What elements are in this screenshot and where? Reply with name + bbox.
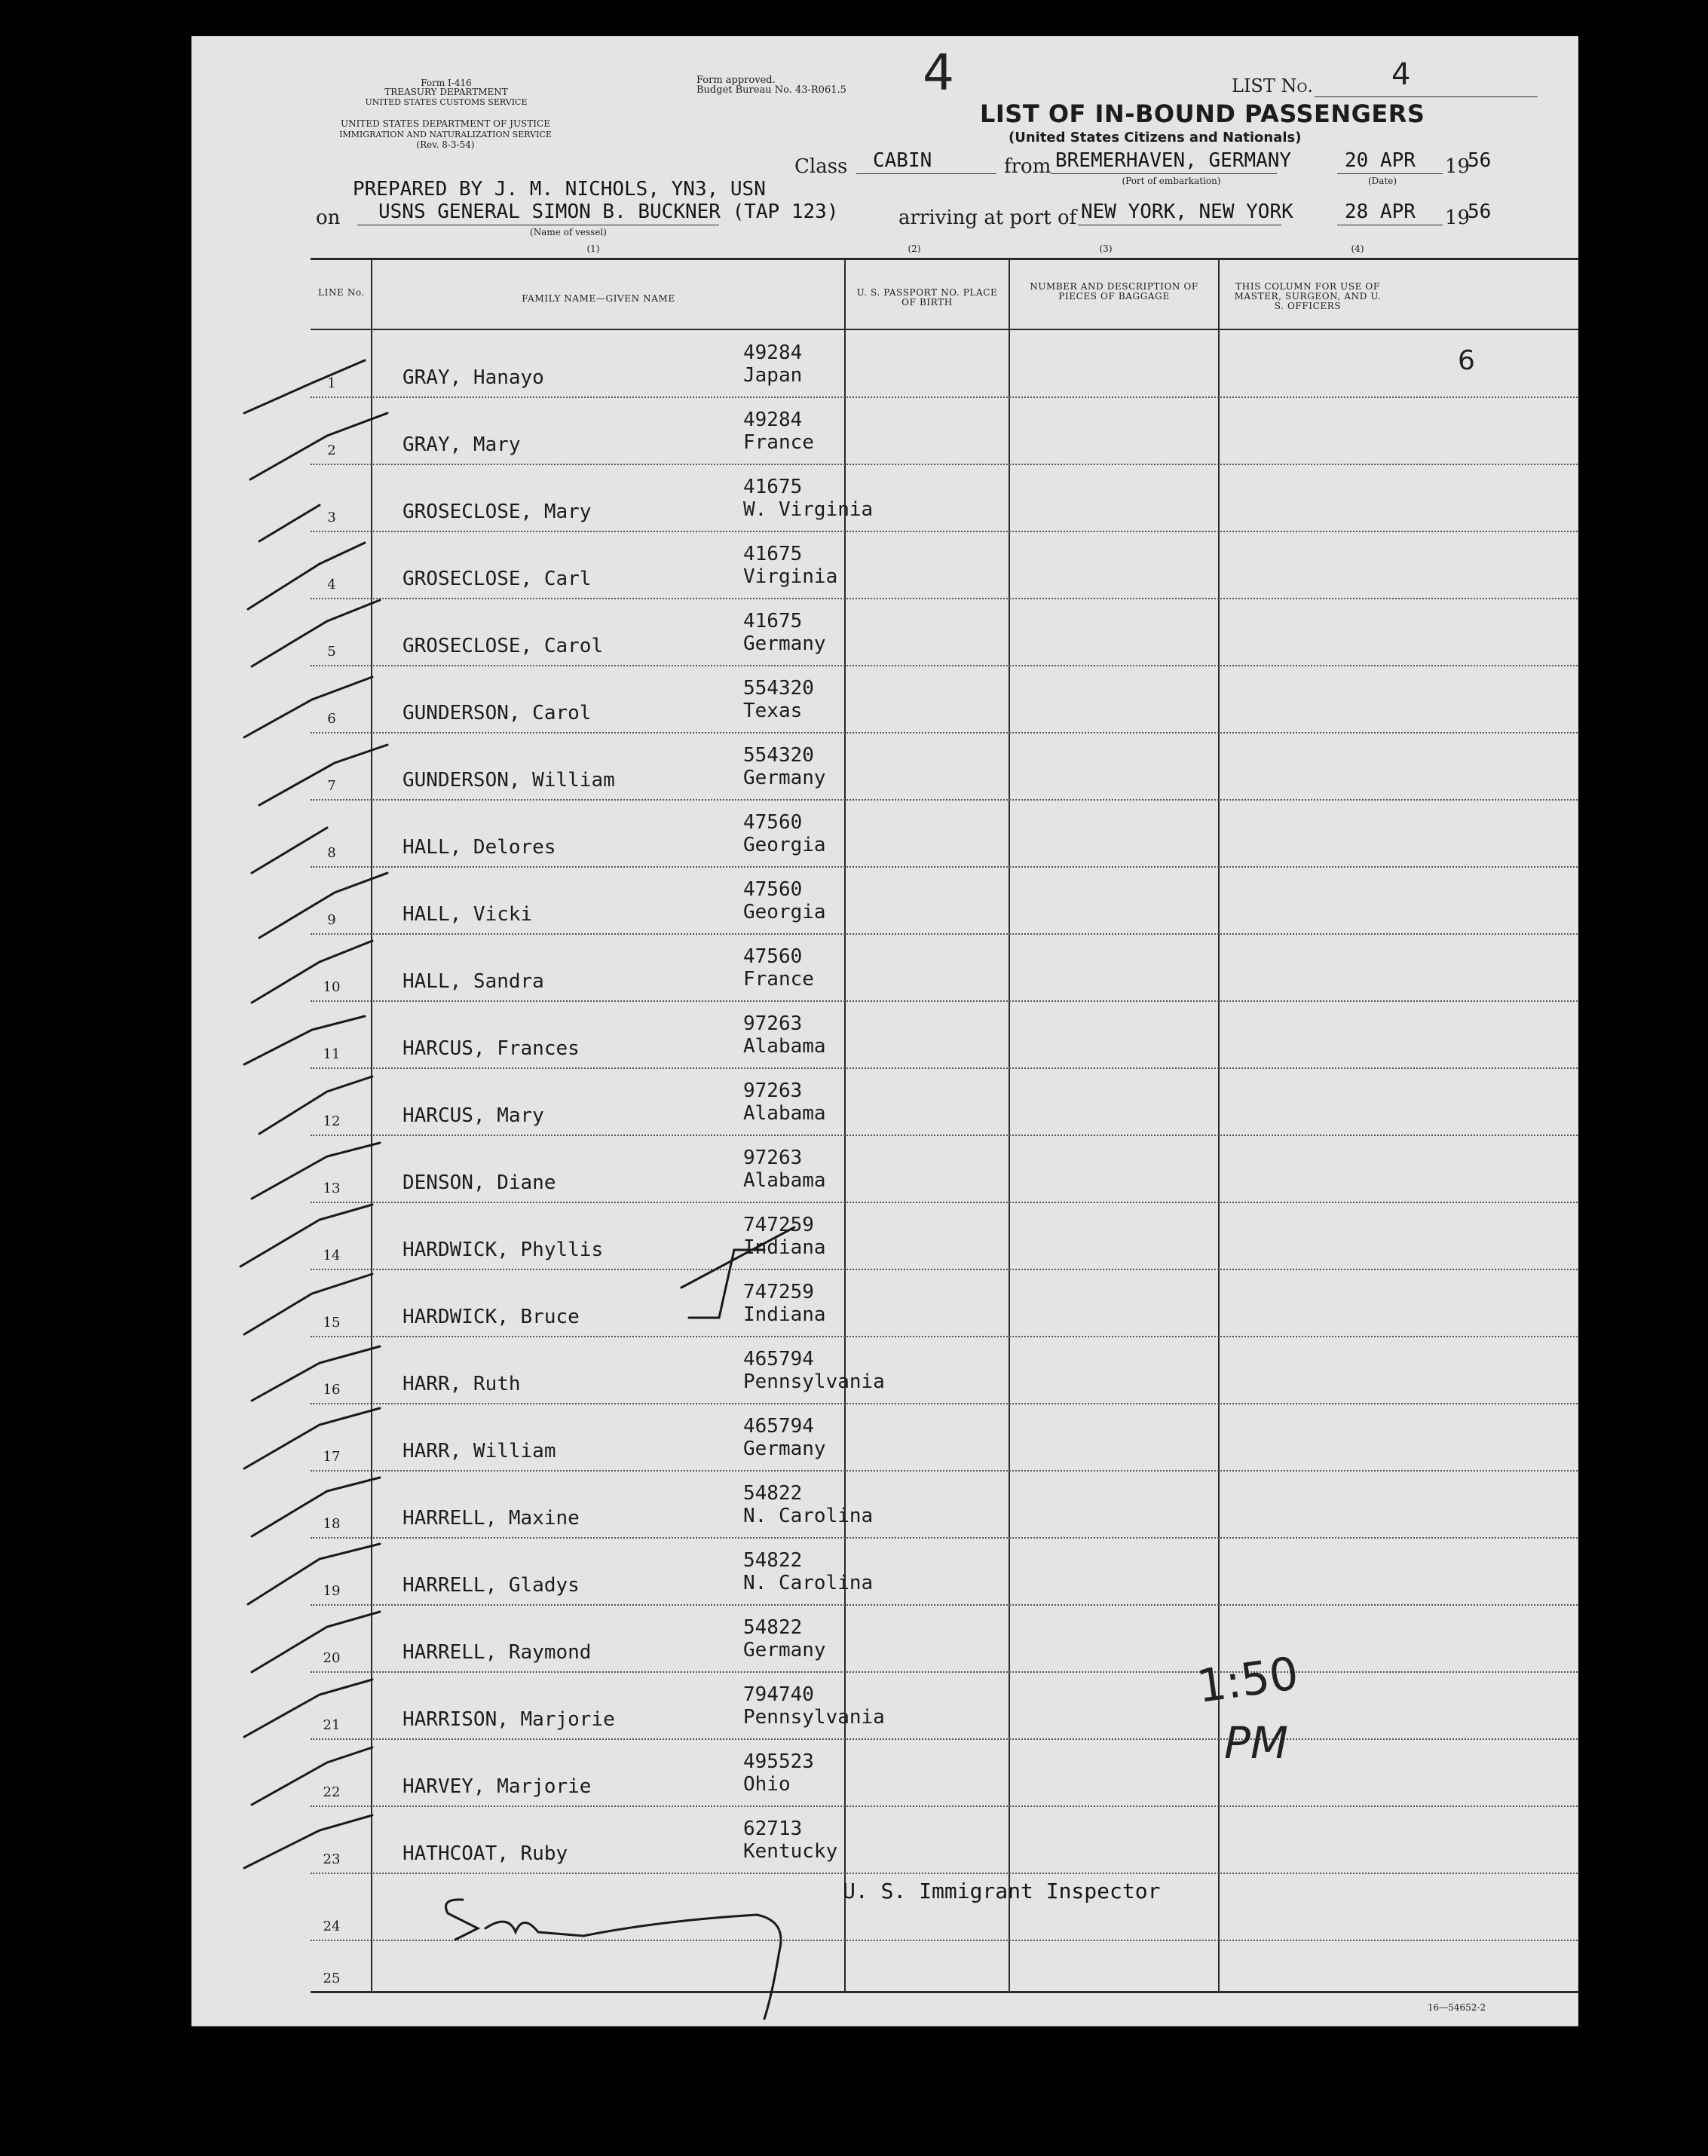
check-mark bbox=[244, 1016, 365, 1064]
check-mark bbox=[259, 505, 320, 541]
passenger-name: HARRISON, Marjorie bbox=[403, 1708, 615, 1731]
column-header-name: FAMILY NAME—GIVEN NAME bbox=[522, 293, 675, 304]
column-header-line-no: LINE No. bbox=[318, 287, 365, 298]
passenger-name: HARDWICK, Phyllis bbox=[403, 1239, 604, 1261]
place-of-birth: Germany bbox=[743, 1639, 826, 1661]
passport-number: 54822 bbox=[743, 1616, 803, 1639]
immigrant-inspector-line: U. S. Immigrant Inspector bbox=[843, 1879, 1161, 1903]
line-number: 20 bbox=[323, 1650, 341, 1666]
place-of-birth: Virginia bbox=[743, 565, 838, 588]
passenger-name: HALL, Delores bbox=[403, 836, 556, 859]
ins-service: IMMIGRATION AND NATURALIZATION SERVICE bbox=[339, 130, 552, 139]
line-number: 6 bbox=[327, 711, 336, 727]
line-number: 14 bbox=[323, 1248, 341, 1263]
check-mark bbox=[252, 1346, 380, 1401]
departure-date: 20 APR bbox=[1345, 149, 1416, 172]
form-subtitle: (United States Citizens and Nationals) bbox=[1009, 130, 1302, 145]
check-mark bbox=[252, 1143, 380, 1199]
arrival-year-suffix: 56 bbox=[1468, 201, 1492, 223]
place-of-birth: Germany bbox=[743, 767, 826, 789]
place-of-birth: Texas bbox=[743, 700, 803, 722]
place-of-birth: W. Virginia bbox=[743, 498, 874, 521]
place-of-birth: Alabama bbox=[743, 1102, 826, 1125]
check-mark bbox=[250, 413, 387, 479]
check-mark bbox=[252, 1747, 372, 1805]
list-no-label: LIST No. bbox=[1232, 75, 1314, 96]
arrival-port: NEW YORK, NEW YORK bbox=[1081, 201, 1293, 223]
passport-number: 747259 bbox=[743, 1281, 814, 1303]
passenger-name: GUNDERSON, William bbox=[403, 769, 615, 792]
place-of-birth: Japan bbox=[743, 364, 803, 387]
check-mark bbox=[244, 360, 365, 413]
departure-year-prefix: 19 bbox=[1445, 155, 1471, 178]
arrival-date: 28 APR bbox=[1345, 201, 1416, 223]
line-number: 9 bbox=[327, 912, 336, 928]
passport-number: 41675 bbox=[743, 610, 803, 632]
check-mark bbox=[248, 543, 365, 609]
passenger-name: DENSON, Diane bbox=[403, 1171, 556, 1194]
bracket-mark bbox=[689, 1250, 764, 1318]
place-of-birth: France bbox=[743, 431, 814, 454]
passport-number: 97263 bbox=[743, 1012, 803, 1035]
form-approved: Form approved. bbox=[696, 75, 776, 86]
place-of-birth: Alabama bbox=[743, 1035, 826, 1058]
date-caption: (Date) bbox=[1367, 176, 1397, 186]
passenger-name: HARRELL, Maxine bbox=[403, 1507, 580, 1530]
place-of-birth: Georgia bbox=[743, 834, 826, 856]
form-number: Form I-416 bbox=[421, 78, 472, 88]
passport-number: 97263 bbox=[743, 1147, 803, 1169]
passenger-name: GRAY, Mary bbox=[403, 433, 521, 456]
place-of-birth: Alabama bbox=[743, 1169, 826, 1192]
arrival-year-prefix: 19 bbox=[1445, 207, 1471, 229]
check-mark bbox=[252, 1478, 380, 1536]
column-number-2: (2) bbox=[908, 243, 921, 254]
passenger-name: GROSECLOSE, Carol bbox=[403, 635, 604, 657]
place-of-birth: N. Carolina bbox=[743, 1505, 874, 1527]
passport-number: 794740 bbox=[743, 1683, 814, 1706]
line-number: 10 bbox=[323, 979, 341, 995]
embarkation-port: BREMERHAVEN, GERMANY bbox=[1055, 149, 1292, 172]
handwritten-pm: PM bbox=[1224, 1717, 1289, 1769]
manifest-page bbox=[191, 36, 1578, 2026]
passenger-name: HARCUS, Frances bbox=[403, 1037, 580, 1060]
passport-number: 747259 bbox=[743, 1214, 814, 1236]
passenger-name: GROSECLOSE, Carl bbox=[403, 568, 592, 590]
passenger-name: GROSECLOSE, Mary bbox=[403, 501, 592, 523]
revision-date: (Rev. 8-3-54) bbox=[416, 139, 475, 150]
passenger-name: GRAY, Hanayo bbox=[403, 366, 544, 389]
passenger-name: HALL, Vicki bbox=[403, 903, 533, 926]
check-mark bbox=[259, 745, 387, 805]
on-label: on bbox=[316, 207, 341, 229]
line-number: 4 bbox=[327, 577, 336, 593]
passenger-name: HALL, Sandra bbox=[403, 970, 544, 993]
line-number: 25 bbox=[323, 1971, 341, 1986]
check-mark bbox=[244, 1680, 372, 1737]
place-of-birth: Germany bbox=[743, 1438, 826, 1460]
passport-number: 49284 bbox=[743, 409, 803, 431]
passenger-name: HARRELL, Raymond bbox=[403, 1641, 592, 1664]
line-number: 1 bbox=[327, 375, 336, 391]
line-number: 19 bbox=[323, 1583, 341, 1599]
passport-number: 41675 bbox=[743, 543, 803, 565]
passport-number: 54822 bbox=[743, 1482, 803, 1505]
place-of-birth: France bbox=[743, 968, 814, 991]
passport-number: 49284 bbox=[743, 341, 803, 364]
line-number: 15 bbox=[323, 1315, 341, 1331]
passport-number: 47560 bbox=[743, 811, 803, 834]
handwritten-page-number: 4 bbox=[923, 44, 954, 102]
from-label: from bbox=[1004, 155, 1051, 178]
check-marks-overlay bbox=[191, 36, 1578, 2026]
budget-bureau: Budget Bureau No. 43-R061.5 bbox=[696, 84, 846, 96]
customs-service: UNITED STATES CUSTOMS SERVICE bbox=[365, 97, 528, 107]
check-mark bbox=[252, 600, 380, 666]
passenger-name: HATHCOAT, Ruby bbox=[403, 1842, 568, 1865]
passenger-name: HARDWICK, Bruce bbox=[403, 1306, 580, 1328]
passenger-name: GUNDERSON, Carol bbox=[403, 702, 592, 724]
class-label: Class bbox=[794, 155, 848, 178]
justice-dept: UNITED STATES DEPARTMENT OF JUSTICE bbox=[341, 118, 550, 129]
line-number: 16 bbox=[323, 1382, 341, 1398]
port-embarkation-caption: (Port of embarkation) bbox=[1122, 176, 1221, 186]
arriving-label: arriving at port of bbox=[898, 207, 1077, 229]
place-of-birth: Georgia bbox=[743, 901, 826, 923]
passport-number: 97263 bbox=[743, 1080, 803, 1102]
list-no-value: 4 bbox=[1391, 57, 1411, 92]
place-of-birth: Indiana bbox=[743, 1303, 826, 1326]
passport-number: 495523 bbox=[743, 1750, 814, 1773]
class-value: CABIN bbox=[873, 149, 932, 172]
line-number: 21 bbox=[323, 1717, 341, 1733]
line-number: 8 bbox=[327, 845, 336, 861]
passport-number: 54822 bbox=[743, 1549, 803, 1572]
line-number: 2 bbox=[327, 443, 336, 458]
passenger-name: HARR, Ruth bbox=[403, 1373, 521, 1395]
line-number: 24 bbox=[323, 1919, 341, 1934]
check-mark bbox=[248, 1544, 380, 1604]
line-number: 18 bbox=[323, 1516, 341, 1532]
place-of-birth: N. Carolina bbox=[743, 1572, 874, 1594]
passport-number: 554320 bbox=[743, 677, 814, 700]
check-mark bbox=[252, 1612, 380, 1672]
column-number-3: (3) bbox=[1099, 243, 1113, 254]
check-mark bbox=[252, 828, 327, 873]
passenger-name: HARCUS, Mary bbox=[403, 1104, 544, 1127]
line-number: 12 bbox=[323, 1113, 341, 1129]
place-of-birth: Indiana bbox=[743, 1236, 826, 1259]
place-of-birth: Ohio bbox=[743, 1773, 791, 1796]
form-title: LIST OF IN-BOUND PASSENGERS bbox=[980, 100, 1425, 128]
place-of-birth: Pennsylvania bbox=[743, 1706, 885, 1729]
treasury-dept: TREASURY DEPARTMENT bbox=[384, 87, 508, 97]
passport-number: 62713 bbox=[743, 1818, 803, 1840]
passenger-name: HARRELL, Gladys bbox=[403, 1574, 580, 1597]
place-of-birth: Kentucky bbox=[743, 1840, 838, 1863]
check-mark bbox=[244, 677, 372, 737]
line-number: 22 bbox=[323, 1784, 341, 1800]
column-header-officers: THIS COLUMN FOR USE OF MASTER, SURGEON, AND U. S. OFFICERS bbox=[1234, 281, 1382, 311]
check-mark bbox=[244, 1815, 372, 1868]
passport-number: 47560 bbox=[743, 878, 803, 901]
departure-year-suffix: 56 bbox=[1468, 149, 1492, 172]
column-header-baggage: NUMBER AND DESCRIPTION OF PIECES OF BAGGAGE bbox=[1030, 281, 1198, 302]
line-number: 13 bbox=[323, 1181, 341, 1196]
passenger-name: HARR, William bbox=[403, 1440, 556, 1462]
line-number: 23 bbox=[323, 1851, 341, 1867]
passenger-name: HARVEY, Marjorie bbox=[403, 1775, 592, 1798]
line-number: 3 bbox=[327, 510, 336, 525]
line-number: 11 bbox=[323, 1046, 341, 1062]
signature-scribble bbox=[446, 1900, 782, 2019]
place-of-birth: Pennsylvania bbox=[743, 1370, 885, 1393]
vessel-caption: (Name of vessel) bbox=[530, 227, 607, 237]
line-number: 7 bbox=[327, 778, 336, 794]
line-number: 17 bbox=[323, 1449, 341, 1465]
check-mark bbox=[244, 1408, 380, 1468]
check-mark bbox=[259, 1076, 372, 1134]
line-number: 5 bbox=[327, 644, 336, 660]
passport-number: 465794 bbox=[743, 1348, 814, 1370]
passport-number: 554320 bbox=[743, 744, 814, 767]
officer-note-six: 6 bbox=[1458, 345, 1475, 376]
column-number-1: (1) bbox=[586, 243, 600, 254]
column-header-passport: U. S. PASSPORT NO. PLACE OF BIRTH bbox=[856, 287, 998, 308]
handwritten-time: 1:50 bbox=[1193, 1646, 1302, 1714]
check-mark bbox=[259, 873, 387, 938]
vessel-name: USNS GENERAL SIMON B. BUCKNER (TAP 123) bbox=[378, 201, 839, 223]
passport-number: 465794 bbox=[743, 1415, 814, 1438]
passport-number: 47560 bbox=[743, 945, 803, 968]
check-mark bbox=[240, 1205, 372, 1266]
column-number-4: (4) bbox=[1351, 243, 1364, 254]
place-of-birth: Germany bbox=[743, 632, 826, 655]
passport-number: 41675 bbox=[743, 476, 803, 498]
print-code: 16—54652-2 bbox=[1428, 2002, 1486, 2013]
prepared-by: PREPARED BY J. M. NICHOLS, YN3, USN bbox=[353, 178, 766, 201]
check-mark bbox=[244, 1274, 372, 1334]
check-mark bbox=[252, 941, 372, 1003]
bracket-mark bbox=[681, 1227, 794, 1288]
